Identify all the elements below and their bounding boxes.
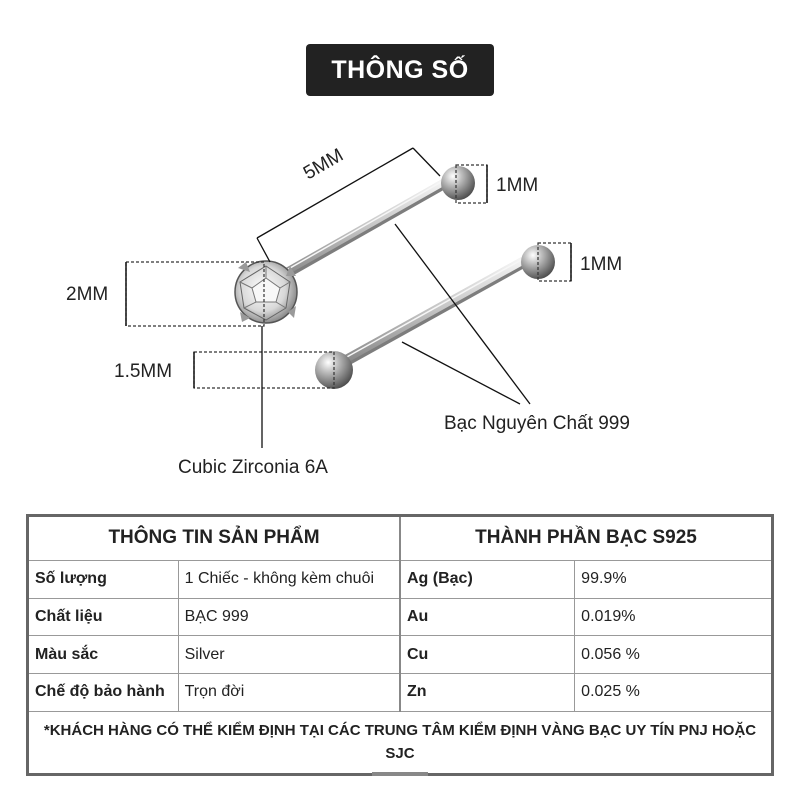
bottom-pin xyxy=(315,245,555,389)
element-name: Zn xyxy=(400,674,575,712)
note-row xyxy=(28,711,773,774)
length-label: 5MM xyxy=(300,144,348,185)
left-ball-size-label: 1.5MM xyxy=(114,361,173,382)
row-label: Màu sắc xyxy=(28,636,179,674)
table-row xyxy=(28,674,773,712)
composition-header: THÀNH PHẦN BẠC S925 xyxy=(400,516,773,561)
top-pin xyxy=(235,166,475,323)
top-ball-size-label: 1MM xyxy=(496,175,539,196)
element-name: Cu xyxy=(400,636,575,674)
gem-icon xyxy=(235,261,297,323)
row-value: 1 Chiếc - không kèm chuôi xyxy=(178,560,400,598)
row-value: BẠC 999 xyxy=(178,598,400,636)
table-row xyxy=(28,636,773,674)
table-row xyxy=(28,598,773,636)
table-header-row xyxy=(28,516,773,561)
element-name: Au xyxy=(400,598,575,636)
row-label: Số lượng xyxy=(28,560,179,598)
stone-size-label: 2MM xyxy=(66,284,109,305)
top-ball-icon xyxy=(441,166,475,200)
table-row xyxy=(28,560,773,598)
stone-type-label: Cubic Zirconia 6A xyxy=(178,457,328,478)
row-label: Chất liệu xyxy=(28,598,179,636)
bottom-divider xyxy=(372,772,428,776)
element-percent: 99.9% xyxy=(575,560,773,598)
element-percent: 0.056 % xyxy=(575,636,773,674)
row-value: Silver xyxy=(178,636,400,674)
bottom-ball-size-label: 1MM xyxy=(580,254,623,275)
page-title: THÔNG SỐ xyxy=(306,44,494,96)
row-value: Trọn đời xyxy=(178,674,400,712)
spec-table xyxy=(26,514,774,776)
element-percent: 0.025 % xyxy=(575,674,773,712)
row-label: Chế độ bảo hành xyxy=(28,674,179,712)
element-percent: 0.019% xyxy=(575,598,773,636)
element-name: Ag (Bạc) xyxy=(400,560,575,598)
verification-note: *KHÁCH HÀNG CÓ THỂ KIỂM ĐỊNH TẠI CÁC TRUNG TÂM KIỂM ĐỊNH VÀNG BẠC UY TÍN PNJ HOẶC SJC xyxy=(28,711,773,774)
product-info-header: THÔNG TIN SẢN PHẨM xyxy=(28,516,400,561)
material-label: Bạc Nguyên Chất 999 xyxy=(444,413,630,434)
